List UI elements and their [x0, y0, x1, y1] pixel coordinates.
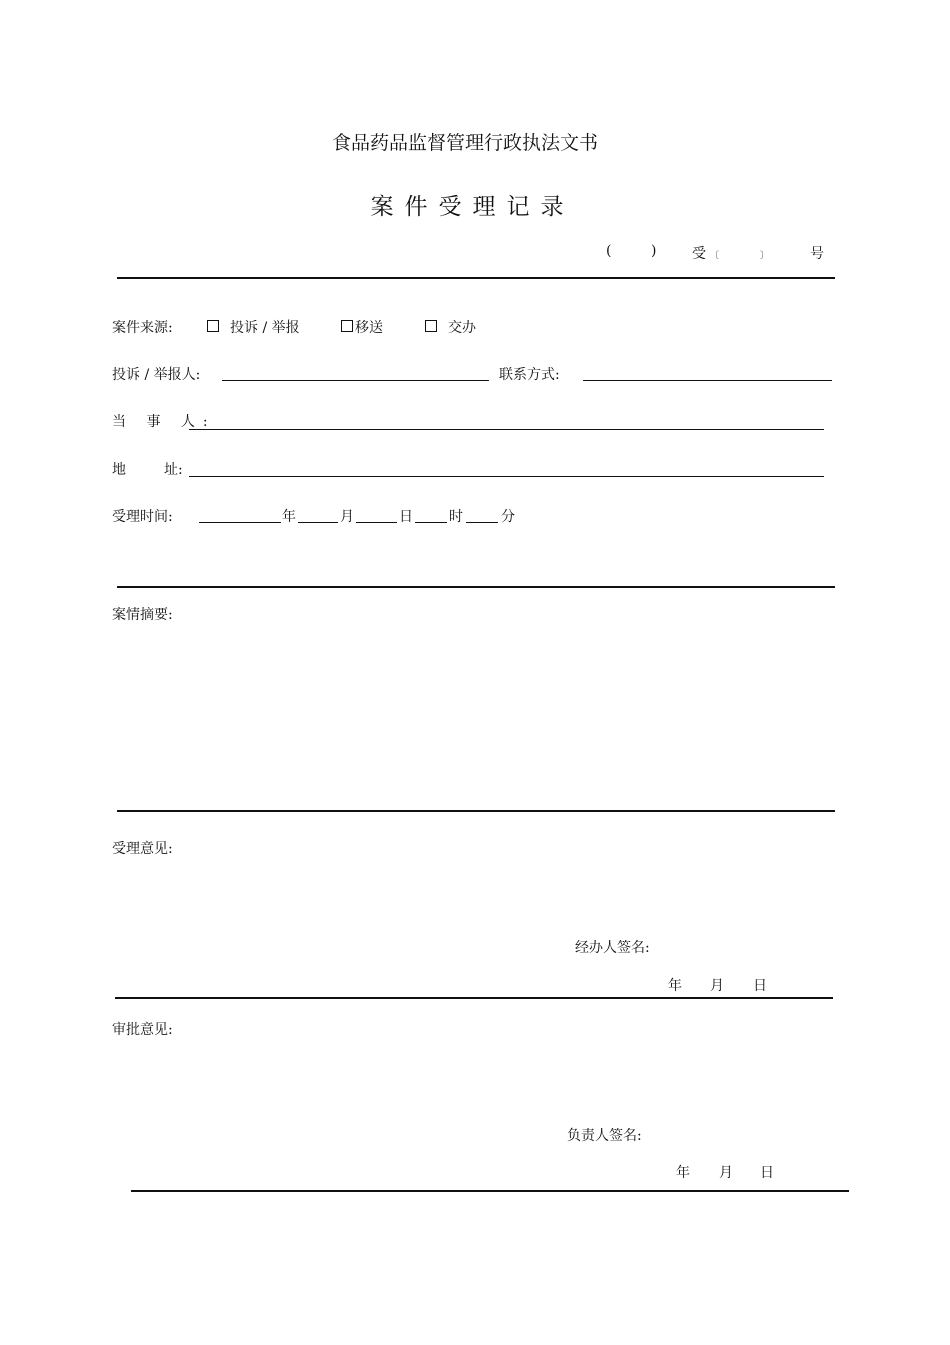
time-day-unit: 日 [399, 509, 413, 525]
summary-area[interactable] [112, 624, 834, 804]
contact-field[interactable] [583, 380, 832, 381]
approval-date-day: 日 [760, 1165, 774, 1181]
number-bracket-open: 〔 [710, 251, 720, 261]
time-month-unit: 月 [340, 509, 354, 525]
section-divider-3 [115, 997, 833, 999]
acceptance-date-day: 日 [753, 978, 767, 994]
time-day-field[interactable] [356, 522, 397, 523]
complainant-label: 投诉 / 举报人: [112, 367, 201, 383]
acceptance-label: 受理意见: [112, 841, 173, 857]
party-label: 当 事 人: [112, 414, 216, 430]
number-prefix: 受 [692, 246, 706, 262]
number-paren-open: ( [606, 243, 612, 259]
source-complaint-checkbox[interactable] [207, 320, 219, 332]
complainant-field[interactable] [222, 380, 489, 381]
source-complaint-label: 投诉 / 举报 [230, 320, 300, 336]
section-divider-2 [117, 810, 835, 812]
manager-signature-label: 负责人签名: [567, 1128, 642, 1144]
address-field[interactable] [189, 476, 824, 477]
approval-date-month: 月 [719, 1165, 733, 1181]
number-paren-close: ) [651, 243, 657, 259]
handler-signature-label: 经办人签名: [575, 940, 650, 956]
summary-label: 案情摘要: [112, 607, 173, 623]
approval-area[interactable] [112, 1039, 834, 1117]
doc-title: 案件受理记录 [370, 194, 575, 220]
time-hour-field[interactable] [415, 522, 447, 523]
source-transfer-label: 移送 [355, 320, 383, 336]
approval-label: 审批意见: [112, 1022, 173, 1038]
source-transfer-checkbox[interactable] [341, 320, 353, 332]
party-field[interactable] [189, 429, 824, 430]
approval-date-year: 年 [676, 1165, 690, 1181]
header-divider [117, 277, 835, 279]
time-month-field[interactable] [298, 522, 338, 523]
time-year-unit: 年 [282, 509, 296, 525]
org-title: 食品药品监督管理行政执法文书 [331, 132, 598, 154]
address-label-part1: 地 [112, 462, 126, 478]
source-assigned-label: 交办 [448, 320, 476, 336]
number-suffix: 号 [810, 246, 824, 262]
time-label: 受理时间: [112, 509, 173, 525]
source-assigned-checkbox[interactable] [425, 320, 437, 332]
acceptance-area[interactable] [112, 858, 834, 928]
footer-divider [131, 1190, 849, 1192]
address-label-part2: 址: [164, 462, 183, 478]
source-label: 案件来源: [112, 320, 173, 336]
acceptance-date-year: 年 [668, 978, 682, 994]
number-bracket-close: 〕 [760, 251, 770, 261]
acceptance-date-month: 月 [710, 978, 724, 994]
time-minute-unit: 分 [501, 509, 515, 525]
time-hour-unit: 时 [449, 509, 463, 525]
contact-label: 联系方式: [499, 367, 560, 383]
time-year-field[interactable] [199, 522, 281, 523]
time-minute-field[interactable] [466, 522, 498, 523]
section-divider-1 [117, 586, 835, 588]
